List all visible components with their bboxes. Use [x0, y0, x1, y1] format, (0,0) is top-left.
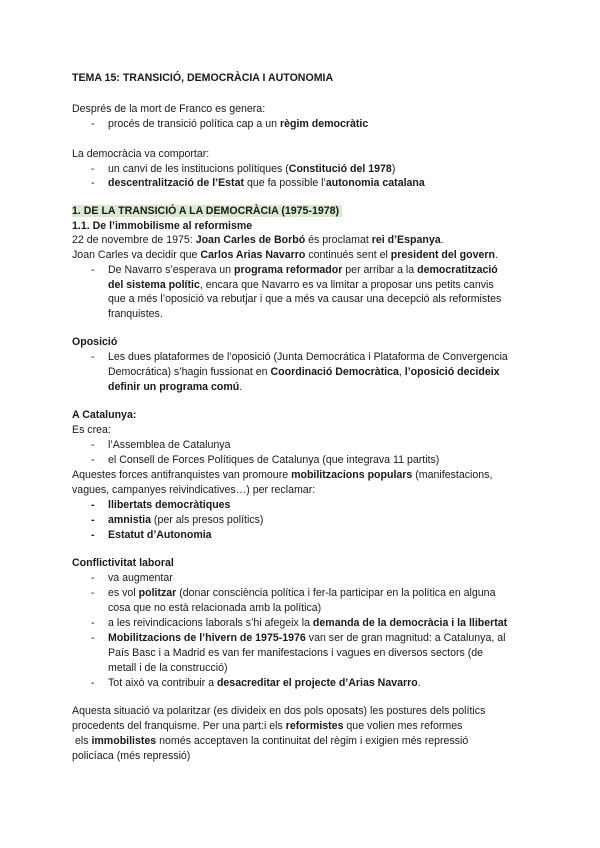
intro-paragraph-2: La democràcia va comportar: — [72, 148, 210, 160]
bullet-dash: - — [91, 163, 95, 175]
bullet-dash: - — [91, 572, 95, 584]
subsection-heading-1-1: 1.1. De l’immobilisme al reformisme — [72, 220, 253, 232]
conflictivitat-bullet-1: va augmentar — [108, 572, 173, 584]
bullet-navarro-line-3: que a més l’oposició va rebutjar i que a més va causar una decepció als reformistes — [108, 293, 502, 305]
bullet-dash: - — [91, 677, 95, 689]
heading-oposicio: Oposició — [72, 336, 118, 348]
catalunya-paragraph-line-1: Aquestes forces antifranquistes van promoure mobilitzacions populars (manifestacions, — [72, 469, 493, 481]
bullet-dash: - — [91, 499, 95, 511]
page-title: TEMA 15: TRANSICIÓ, DEMOCRÀCIA I AUTONOMIA — [72, 72, 334, 84]
heading-conflictivitat: Conflictivitat laboral — [72, 557, 174, 569]
bullet-dash: - — [91, 177, 95, 189]
conflictivitat-bullet-3: a les reivindicacions laborals s’hi afegeix la demanda de la democràcia i la llibertat — [108, 617, 508, 629]
intro-bullet-1: procés de transició política cap a un règim democràtic — [108, 118, 369, 130]
intro-paragraph-1: Després de la mort de Franco es genera: — [72, 103, 266, 115]
bullet-dash: - — [91, 529, 95, 541]
oposicio-line-3: definir un programa comú. — [108, 381, 243, 393]
bullet-dash: - — [91, 587, 95, 599]
catalunya-bullet-2: el Consell de Forces Polítiques de Catalunya (que integrava 11 partits) — [108, 454, 440, 466]
section-heading-1: 1. DE LA TRANSICIÓ A LA DEMOCRÀCIA (1975-1978) — [72, 204, 342, 219]
intro-bullet-3: descentralització de l’Estat que fa possible l’autonomia catalana — [108, 177, 425, 189]
bullet-dash: - — [91, 514, 95, 526]
conflictivitat-bullet-4-cont-1: País Basc i a Madrid es van fer manifestacions i vagues en diversos sectors (de — [108, 647, 484, 659]
catalunya-bullet-5: Estatut d’Autonomia — [108, 529, 212, 541]
heading-catalunya: A Catalunya: — [72, 409, 137, 421]
oposicio-line-2: Democrática) s’hagin fussionat en Coordinació Democràtica, l’oposició decideix — [108, 366, 500, 378]
conflictivitat-bullet-4: Mobilitzacions de l’hivern de 1975-1976 van ser de gran magnitud: a Catalunya, al — [108, 632, 506, 644]
oposicio-line-1: Les dues plataformes de l’oposició (Junta Democrática i Plataforma de Convergencia — [108, 351, 508, 363]
bullet-navarro-line-2: del sistema polític, encara que Navarro es va limitar a proposar uns petits canvis — [108, 279, 494, 291]
final-paragraph-line-3: els immobilistes només acceptaven la continuitat del règim i exigien més repressió — [72, 735, 469, 747]
final-paragraph-line-4: policíaca (més repressió) — [72, 750, 191, 762]
bullet-dash: - — [91, 439, 95, 451]
bullet-dash: - — [91, 617, 95, 629]
conflictivitat-bullet-5: Tot això va contribuir a desacreditar el projecte d’Arias Navarro. — [108, 677, 421, 689]
bullet-dash: - — [91, 264, 95, 276]
bullet-navarro-line-4: franquistes. — [108, 308, 163, 320]
paragraph-arias-navarro: Joan Carles va decidir que Carlos Arias Navarro continués sent el president del govern. — [72, 249, 498, 261]
catalunya-bullet-3: llibertats democràtiques — [108, 499, 231, 511]
conflictivitat-bullet-2: es vol politzar (donar consciència política i fer-la participar en la política en alguna — [108, 587, 496, 599]
paragraph-proclamation: 22 de novembre de 1975: Joan Carles de Borbó és proclamat rei d’Espanya. — [72, 234, 444, 246]
final-paragraph-line-1: Aquesta situació va polaritzar (es divideix en dos pols oposats) les postures dels polítics — [72, 705, 486, 717]
catalunya-es-crea: Es crea: — [72, 424, 111, 436]
bullet-dash: - — [91, 118, 95, 130]
bullet-navarro-line-1: De Navarro s’esperava un programa reformador per arribar a la democratització — [108, 264, 498, 276]
bullet-dash: - — [91, 632, 95, 644]
conflictivitat-bullet-2-cont: cosa que no està relacionada amb la política) — [108, 602, 322, 614]
bullet-dash: - — [91, 351, 95, 363]
final-paragraph-line-2: procedents del franquisme. Per una part:i els reformistes que volien mes reformes — [72, 720, 463, 732]
catalunya-bullet-4: amnistia (per als presos polítics) — [108, 514, 264, 526]
catalunya-paragraph-line-2: vagues, campanyes reivindicatives…) per reclamar: — [72, 484, 316, 496]
intro-bullet-2: un canvi de les institucions polítiques (Constitució del 1978) — [108, 163, 396, 175]
conflictivitat-bullet-4-cont-2: metall i de la construcció) — [108, 662, 228, 674]
catalunya-bullet-1: l’Assemblea de Catalunya — [108, 439, 231, 451]
bullet-dash: - — [91, 454, 95, 466]
